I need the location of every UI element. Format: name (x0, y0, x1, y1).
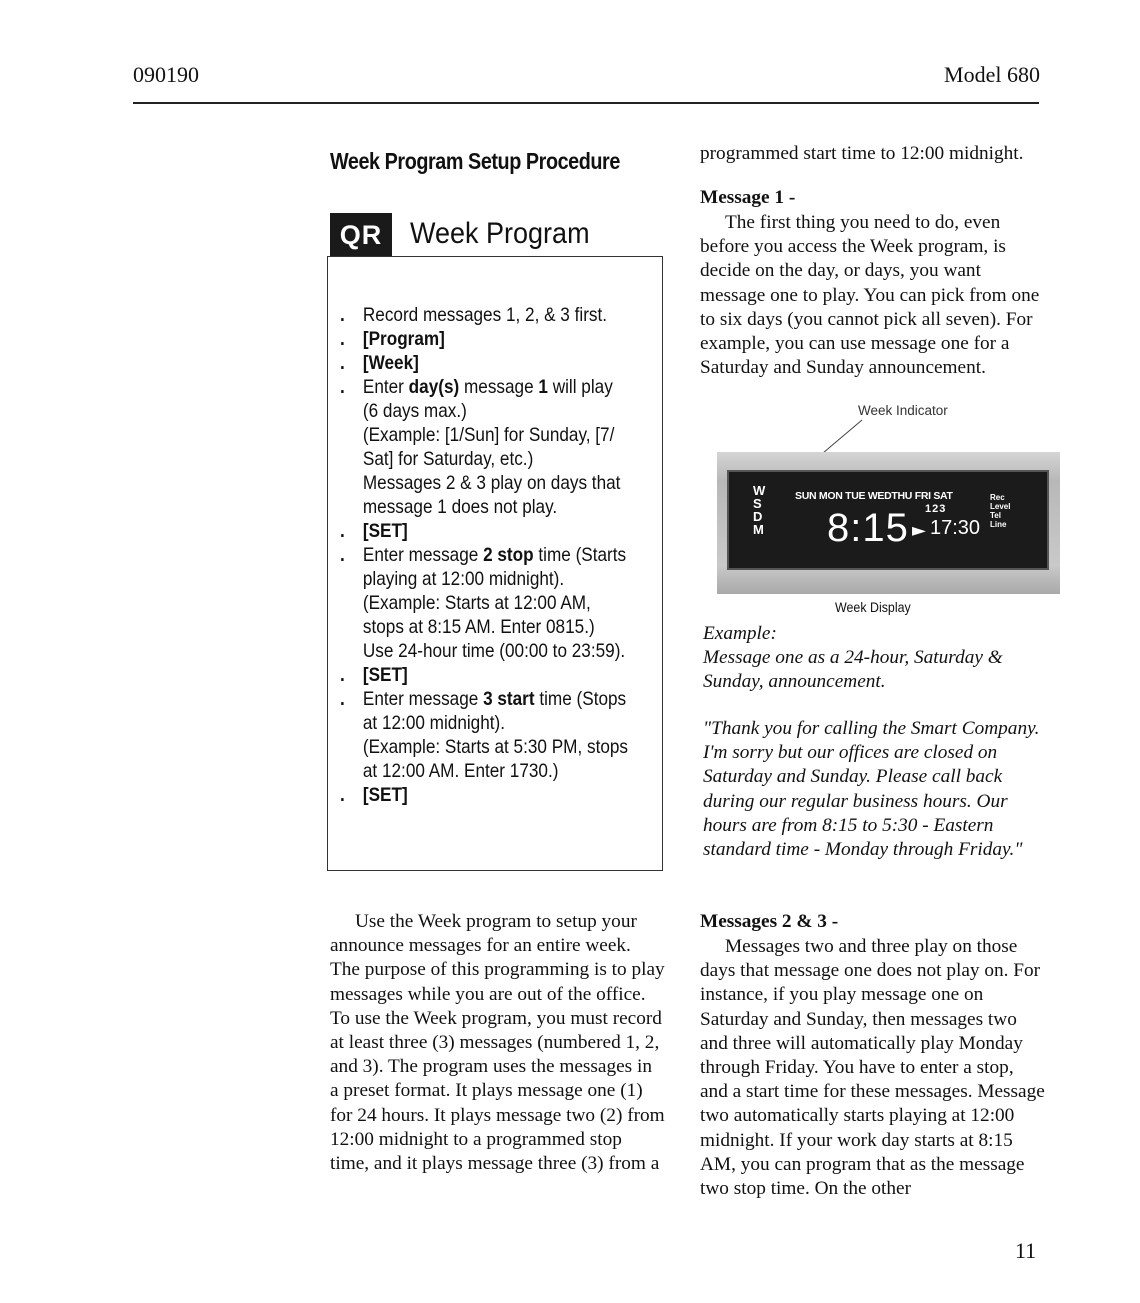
example-description: Message one as a 24-hour, Saturday & Sunday, announcement. (703, 647, 1003, 693)
message1-heading: Message 1 - (700, 187, 796, 208)
step-item: . [SET] (340, 520, 408, 542)
step-item: . [Program] (340, 328, 445, 350)
continued-text: programmed start time to 12:00 midnight. (700, 143, 1024, 164)
quick-reference-title: Week Program (410, 217, 590, 250)
step-item: . [Week] (340, 352, 419, 374)
step-item: . Enter message 2 stop time (Starts playing at 12:00 midnight). (Example: Starts at 12:00 AM, stops at 8:15 AM. Enter 0815.) Use 24-hour time (00:00 to 23:59). (340, 544, 627, 662)
model-name: Model 680 (944, 62, 1040, 87)
step-item: . Enter day(s) message 1 will play (6 days max.) (Example: [1/Sun] for Sunday, [7/ Sat] for Saturday, etc.) Messages 2 & 3 play on days that message 1 does not play. (340, 376, 621, 518)
document-number: 090190 (133, 62, 199, 87)
week-indicator-label: Week Indicator (858, 403, 948, 418)
week-program-paragraph: Use the Week program to setup your announce messages for an entire week. The purpose of this programming is to play messages while you are out of the office. To use the Week program, you must record at least three (3) messages (numbered 1, 2, and 3). The program uses the messages in a preset format. It plays message one (1) for 24 hours. It plays message two (2) from 12:00 midnight to a programmed stop time, and it plays message three (3) from a (330, 911, 665, 1175)
message-slots: 123 (925, 503, 947, 515)
example-heading: Example: (703, 623, 777, 644)
quick-reference-steps (340, 303, 655, 807)
messages23-body: Messages two and three play on those days that message one does not play on. For instance, if you play message one on Saturday and Sunday, then messages two and three will automatically play Monday through Friday. You have to enter a stop, and a start time for these messages. Message two automatically starts playing at 12:00 midnight. If your work day starts at 8:15 AM, you can program that as the message two stop time. On the other (700, 936, 1045, 1200)
qr-badge: QR (330, 213, 392, 257)
message1-body: The first thing you need to do, even before you access the Week program, is decide on the day, or days, you want message one to play. You can pick from one to six days (you cannot pick all seven). For example, you can use message one for a Saturday and Sunday announcement. (700, 212, 1040, 379)
section-title: Week Program Setup Procedure (330, 148, 620, 174)
example-quote: "Thank you for calling the Smart Company. I'm sorry but our offices are closed on Saturday and Sunday. Please call back during our regular business hours. Our hours are from 8:15 to 5:30 - Eastern standard time - Monday through Friday." (703, 718, 1040, 861)
step-item: . Record messages 1, 2, & 3 first. (340, 304, 608, 326)
display-main-time: 8:15 (827, 506, 909, 550)
step-item: . [SET] (340, 784, 408, 806)
weekday-row: SUN MON TUE WEDTHU FRI SAT (795, 490, 953, 502)
display-side-labels: Rec Level Tel Line (990, 493, 1011, 529)
step-item: . [SET] (340, 664, 408, 686)
step-item: . Enter message 3 start time (Stops at 12:00 midnight). (Example: Starts at 5:30 PM, stops at 12:00 AM. Enter 1730.) (340, 688, 629, 782)
page-number: 11 (1015, 1238, 1037, 1263)
display-end-time: 17:30 (930, 517, 981, 539)
header-rule (133, 102, 1039, 104)
messages23-heading: Messages 2 & 3 - (700, 911, 839, 932)
play-arrow-icon: ► (912, 520, 926, 541)
display-caption: Week Display (835, 600, 911, 615)
mode-letters: W S D M (753, 483, 766, 537)
